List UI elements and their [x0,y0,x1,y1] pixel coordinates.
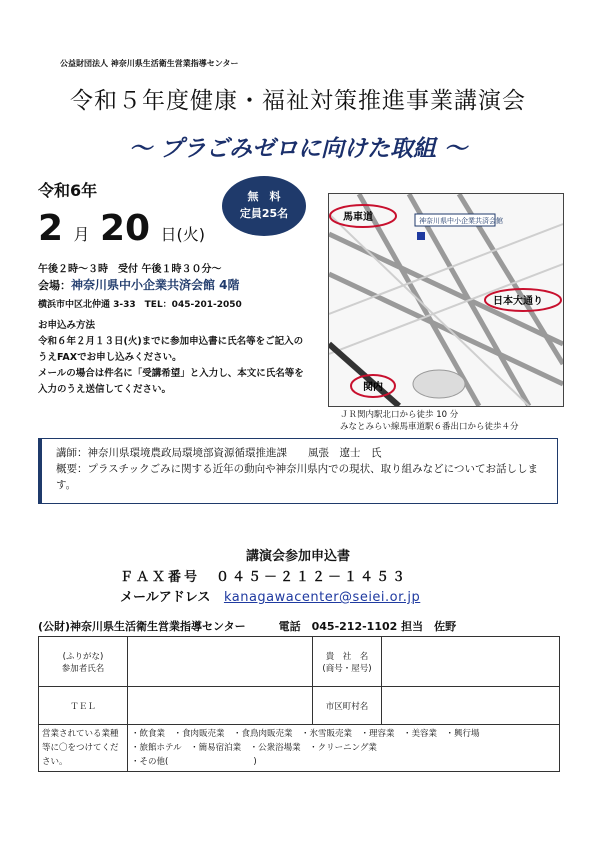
business-options-line2: ・旅館ホテル ・簡易宿泊業 ・公衆浴場業 ・クリーニング業 [131,743,377,753]
form-title: 講演会参加申込書 [245,549,350,564]
event-year: 令和6年 [38,181,98,200]
summary-text: プラスチックごみに関する近年の動向や神奈川県内での現状、取り組みなどについてお話しします。 [56,463,538,491]
map-nihon-odori-label: 日本大通り [493,296,543,307]
mail-address-link[interactable]: kanagawacenter@seiei.or.jp [223,590,421,605]
business-type-options[interactable] [128,725,560,772]
city-field[interactable] [382,687,560,725]
summary-label: 概要： [56,463,88,475]
venue-label: 会場： [38,279,71,292]
company-field[interactable] [382,637,560,687]
map-venue-label: 神奈川県中小企業共済会館 [419,217,503,225]
venue-address: 横浜市中区北仲通 3-33 TEL：045-201-2050 [38,300,242,310]
speaker-name: 神奈川県環境農政局環境部資源循環推進課 風張 遼士 氏 [87,447,382,459]
badge-free: 無 料 [247,190,281,203]
mail-line [120,586,420,605]
application-form-table [38,636,560,772]
access-note-jr: ＪＲ関内駅北口から徒歩 10 分 [340,410,459,420]
center-contact: (公財)神奈川県生活衛生営業指導センター 電話 045-212-1102 担当 佐野 [38,620,457,633]
business-options-line1: ・飲食業 ・食肉販売業 ・食鳥肉販売業 ・氷雪販売業 ・理容業 ・美容業 ・興行場 [131,729,480,739]
fax-number: ＦＡＸ番号 ０４５－２１２－１４５３ [120,570,409,585]
business-type-label: 営業されている業種等に〇をつけてください。 [39,725,128,772]
howto-title: お申込み方法 [38,320,96,331]
event-day: 20 [99,208,151,249]
map-kannai-label: 関内 [363,382,383,393]
page-subtitle: ～ プラごみゼロに向けた取組 ～ [128,136,467,162]
event-month-unit: 月 [73,225,90,244]
business-options-line3: ・その他( ) [131,757,257,767]
summary-row [56,461,543,493]
mail-label: メールアドレス [120,590,211,605]
venue [38,276,240,293]
lecture-info-box [38,438,558,504]
venue-name: 神奈川県中小企業共済会館 4階 [71,278,240,292]
name-label: (ふりがな) 参加者氏名 [39,637,128,687]
venue-marker [417,232,425,240]
access-map [328,193,564,407]
event-month: 2 [38,208,64,249]
event-date [38,208,205,249]
access-notes [340,409,519,433]
application-method [38,318,308,398]
howto-mail: メールの場合は件名に「受講希望」と入力し、本文に氏名等を入力のうえ送信してください。 [38,368,304,395]
badge-capacity: 定員25名 [239,207,289,220]
page-title: 令和５年度健康・福祉対策推進事業講演会 [70,88,526,114]
tel-label: ＴＥＬ [39,687,128,725]
map-bashamichi-label: 馬車道 [343,212,373,223]
event-weekday: 日(火) [160,225,206,244]
free-capacity-badge [222,176,306,236]
howto-fax: 令和６年２月１３日(火)までに参加申込書に氏名等をご記入のうえFAXでお申し込みください。 [38,336,304,363]
speaker-label: 講師： [56,447,88,459]
company-label: 貴 社 名 (商号・屋号) [313,637,382,687]
event-time: 午後２時～３時 受付 午後１時３０分～ [38,264,222,275]
organization-name: 公益財団法人 神奈川県生活衛生営業指導センター [60,59,239,68]
access-note-minatomirai: みなとみらい線馬車道駅６番出口から徒歩４分 [340,422,519,432]
tel-field[interactable] [128,687,313,725]
speaker-row [56,445,543,461]
map-graphic [329,194,563,406]
city-label: 市区町村名 [313,687,382,725]
name-field[interactable] [128,637,313,687]
